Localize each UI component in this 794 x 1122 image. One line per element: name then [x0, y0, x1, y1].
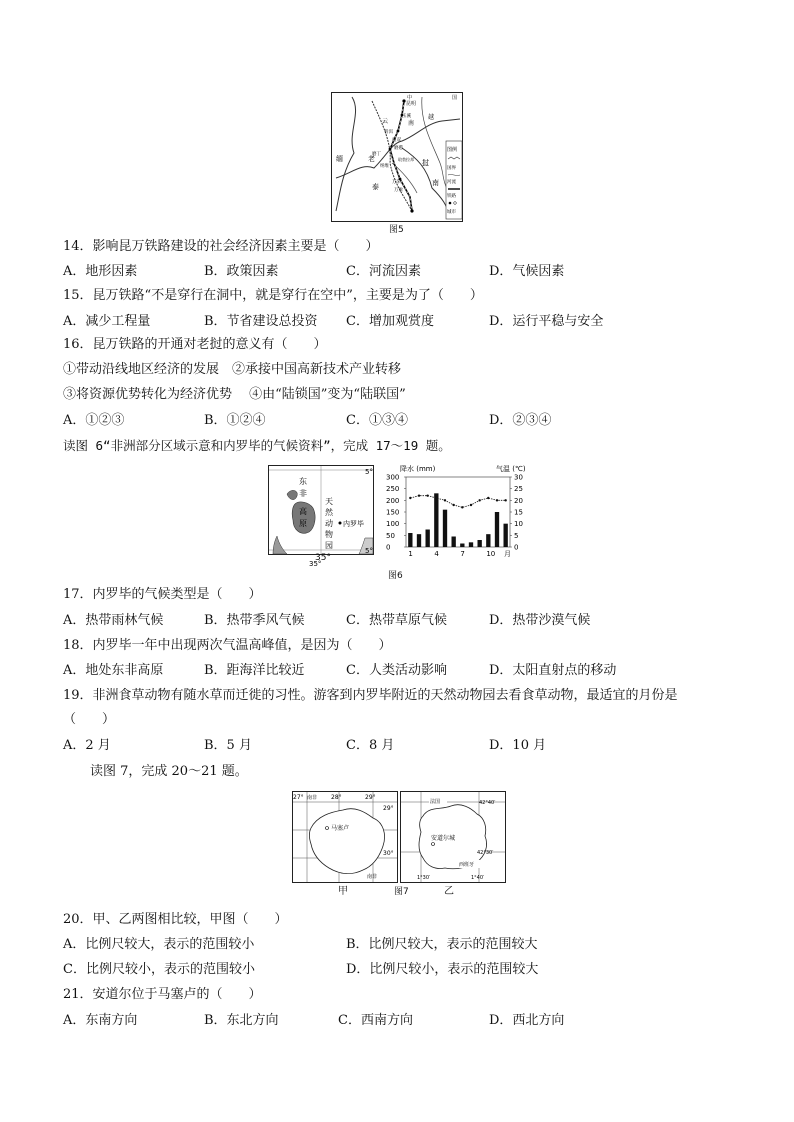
q15-option-b[interactable]: B．节省建设总投资	[204, 314, 318, 329]
climate-chart-svg	[384, 463, 532, 561]
q18-option-d[interactable]: D．太阳直射点的移动	[489, 663, 617, 678]
precip-tick-label: 150	[386, 508, 400, 517]
label-yuxi: 玉溪	[402, 114, 411, 119]
temp-point-8	[470, 504, 472, 506]
label-louang: 琅勃拉邦	[398, 157, 414, 162]
question-16-stem: 16．昆万铁路的开通对老挝的意义有（ ）	[63, 337, 327, 352]
precip-bar-5	[443, 510, 447, 547]
jia-lon-2: 28°	[331, 794, 342, 801]
temp-tick-label: 30	[514, 473, 523, 482]
q17-option-a[interactable]: A．热带雨林气候	[63, 613, 164, 628]
legend-river: 河流	[447, 180, 456, 185]
q16-option-a[interactable]: A．①②③	[63, 413, 125, 428]
label-laos-r: 挝	[422, 159, 429, 167]
legend-title: 图例	[447, 147, 458, 153]
temp-axis-label: 气温 (℃)	[496, 465, 526, 473]
temp-point-9	[478, 499, 480, 501]
figure-6-caption: 图6	[388, 571, 403, 581]
question-19-stem: 19．非洲食草动物有随水草而迁徙的习性。游客到内罗毕附近的天然动物园去看食草动物，最适宜的月份是	[63, 688, 678, 703]
label-yunnan-2: 南	[408, 120, 415, 127]
yi-top-right: 42°40′	[479, 800, 496, 806]
question-15-stem: 15．昆万铁路“不是穿行在洞中，就是穿行在空中”，主要是为了（ ）	[63, 288, 483, 303]
precip-bar-11	[495, 512, 499, 547]
precip-tick-label: 300	[386, 473, 400, 482]
q20-option-a[interactable]: A．比例尺较大，表示的范围较小	[63, 937, 255, 952]
q21-option-c[interactable]: C．西南方向	[338, 1013, 413, 1028]
label-china-2: 国	[452, 95, 458, 101]
temp-point-1	[409, 497, 411, 499]
temp-tick-label: 0	[514, 543, 519, 552]
q15-option-c[interactable]: C．增加观赏度	[346, 314, 434, 329]
map-park-1: 天	[325, 497, 333, 506]
yi-city-andorra: 安道尔城	[431, 835, 456, 842]
q16-option-c[interactable]: C．①③④	[346, 413, 408, 428]
temp-point-12	[504, 499, 506, 501]
q15-option-a[interactable]: A．减少工程量	[63, 314, 151, 329]
q14-option-b[interactable]: B．政策因素	[204, 264, 279, 279]
precip-tick-label: 200	[386, 496, 400, 505]
q14-option-c[interactable]: C．河流因素	[346, 264, 421, 279]
figure-6-intro: 读图 6“非洲部分区域示意和内罗毕的气候资料”，完成 17～19 题。	[63, 438, 451, 453]
figure-7-map-yi	[400, 791, 506, 883]
map-park-2: 然	[325, 508, 333, 517]
legend-rail: 铁路	[447, 194, 456, 199]
temp-point-4	[435, 497, 437, 499]
jia-nafei-top: 南非	[307, 795, 318, 801]
yi-france: 法国	[430, 799, 441, 805]
map-city-nairobi: 内罗毕	[343, 520, 364, 528]
jia-lon-3: 29°	[365, 794, 376, 801]
q19-option-a[interactable]: A．2 月	[63, 738, 111, 753]
figure-7-intro: 读图 7，完成 20～21 题。	[90, 764, 248, 779]
temp-tick-label: 5	[514, 531, 519, 540]
q15-option-d[interactable]: D．运行平稳与安全	[489, 314, 604, 329]
map-yi-svg	[401, 792, 505, 882]
figure-6-lon-label: 35°	[315, 553, 331, 563]
climate-plot-frame	[406, 477, 510, 547]
q17-option-d[interactable]: D．热带沙漠气候	[489, 613, 591, 628]
q16-statements-1: ①带动沿线地区经济的发展 ②承接中国高新技术产业转移	[63, 362, 402, 377]
precip-tick-label: 250	[386, 485, 400, 494]
map-plateau-1: 高	[299, 507, 307, 516]
label-myanmar: 缅	[336, 155, 343, 163]
q18-option-b[interactable]: B．距海洋比较近	[204, 663, 305, 678]
yi-lon-1: 1°30′	[417, 875, 431, 881]
figure-5-map	[331, 92, 463, 222]
label-china: 中	[407, 95, 413, 101]
q19-option-d[interactable]: D．10 月	[489, 738, 547, 753]
temp-point-11	[496, 499, 498, 501]
jia-lat-2: 30°	[383, 850, 394, 857]
q14-option-a[interactable]: A．地形因素	[63, 264, 138, 279]
question-18-stem: 18．内罗毕一年中出现两次气温高峰值，是因为（ ）	[63, 638, 392, 653]
q20-option-b[interactable]: B．比例尺较大，表示的范围较大	[346, 937, 538, 952]
jia-nafei-bottom: 南非	[367, 874, 378, 880]
q16-statements-2: ③将资源优势转化为经济优势 ④由“陆锁国”变为“陆联国”	[63, 387, 406, 402]
temp-point-7	[461, 506, 463, 508]
q18-option-c[interactable]: C．人类活动影响	[346, 663, 447, 678]
label-nan: 南	[432, 179, 439, 187]
label-kunming: 昆明	[406, 101, 417, 107]
figure-5-caption: 图5	[389, 225, 404, 235]
q19-option-c[interactable]: C．8 月	[346, 738, 395, 753]
precip-bar-10	[486, 534, 490, 547]
map-park-5: 园	[325, 541, 333, 550]
question-14-stem: 14．影响昆万铁路建设的社会经济因素主要是（ ）	[63, 239, 379, 254]
label-vietnam: 越	[428, 114, 435, 121]
temp-point-3	[426, 494, 428, 496]
figure-7-map-jia	[292, 791, 398, 883]
precip-bar-2	[417, 534, 421, 547]
label-mengding: 磨丁	[372, 152, 381, 157]
question-17-stem: 17．内罗毕的气候类型是（ ）	[63, 587, 262, 602]
precip-bar-12	[504, 524, 508, 547]
month-tick-label: 4	[434, 550, 439, 558]
temp-tick-label: 15	[514, 508, 523, 517]
figure-6-climate-chart	[384, 463, 532, 561]
q18-option-a[interactable]: A．地处东非高原	[63, 663, 164, 678]
map-lat-top: 5°	[365, 468, 373, 476]
map-jia-svg	[293, 792, 397, 882]
q14-option-d[interactable]: D．气候因素	[489, 264, 565, 279]
precip-bar-3	[426, 530, 430, 548]
q16-option-b[interactable]: B．①②④	[204, 413, 266, 428]
precip-tick-label: 0	[386, 543, 391, 552]
month-tick-label: 10	[486, 550, 496, 558]
yi-spain: 西班牙	[459, 862, 475, 868]
figure-7-jia-label: 甲	[338, 886, 348, 897]
yi-lon-2: 1°40′	[471, 875, 485, 881]
q17-option-c[interactable]: C．热带草原气候	[346, 613, 447, 628]
q20-option-d[interactable]: D．比例尺较小，表示的范围较大	[346, 962, 539, 977]
q17-option-b[interactable]: B．热带季风气候	[204, 613, 305, 628]
legend-city: 城市	[447, 210, 456, 215]
precip-bar-4	[434, 493, 438, 547]
q19-option-b[interactable]: B．5 月	[204, 738, 252, 753]
figure-7-yi-label: 乙	[444, 886, 454, 897]
jia-lon-1: 27°	[293, 794, 304, 801]
label-yunnan-1: 云	[382, 118, 389, 125]
temp-tick-label: 10	[514, 520, 523, 529]
legend-border: 国界	[447, 166, 456, 171]
month-tick-label: 7	[460, 550, 465, 558]
precip-bar-8	[469, 542, 473, 547]
label-wanxiang: 万象	[394, 188, 403, 193]
label-mohan: 磨憨	[394, 146, 403, 151]
jia-city-maseru: 马塞卢	[331, 825, 350, 832]
precip-tick-label: 100	[386, 520, 400, 529]
label-wanrong: 万荣	[392, 180, 401, 185]
temp-point-10	[487, 497, 489, 499]
precip-bar-6	[452, 537, 456, 548]
temp-point-5	[444, 499, 446, 501]
jia-lat-1: 29°	[383, 805, 394, 812]
yi-mid-right: 42°30′	[477, 850, 494, 856]
q21-option-b[interactable]: B．东北方向	[204, 1013, 279, 1028]
figure-7-caption: 图7	[394, 887, 409, 897]
temp-point-2	[418, 494, 420, 496]
label-nayan: 纳堆	[380, 164, 389, 169]
temp-tick-label: 25	[514, 485, 523, 494]
map-east-1: 东	[299, 477, 307, 486]
label-puer: 普洱	[384, 130, 393, 135]
q21-option-d[interactable]: D．西北方向	[489, 1013, 565, 1028]
map-park-4: 物	[325, 530, 333, 539]
precip-bar-7	[460, 544, 464, 548]
precip-tick-label: 50	[386, 531, 395, 540]
label-thai: 泰	[372, 183, 379, 191]
map-east-2: 非	[299, 489, 307, 498]
month-tick-label: 月	[504, 550, 511, 558]
map-lat-bottom: 5°	[365, 547, 373, 555]
q16-option-d[interactable]: D．②③④	[489, 413, 552, 428]
temperature-line	[410, 496, 505, 508]
question-19-blank: （ ）	[63, 712, 116, 727]
precip-axis-label: 降水 (mm)	[400, 465, 436, 473]
precip-bar-9	[478, 540, 482, 547]
label-laos-l: 老	[368, 155, 375, 163]
temp-tick-label: 20	[514, 496, 523, 505]
temp-point-6	[452, 504, 454, 506]
question-20-stem: 20．甲、乙两图相比较，甲图（ ）	[63, 912, 288, 927]
map-park-3: 动	[325, 519, 333, 528]
map-plateau-2: 原	[299, 519, 307, 528]
precip-bar-1	[408, 533, 412, 547]
month-tick-label: 1	[408, 550, 413, 558]
q20-option-c[interactable]: C．比例尺较小，表示的范围较小	[63, 962, 255, 977]
map-lon: 35°	[309, 560, 322, 568]
label-xishuang: 西双	[392, 138, 401, 143]
q21-option-a[interactable]: A．东南方向	[63, 1013, 138, 1028]
question-21-stem: 21．安道尔位于马塞卢的（ ）	[63, 987, 262, 1002]
figure-5-map-svg	[332, 93, 462, 221]
figure-6-map-svg	[269, 466, 373, 568]
figure-6-map	[268, 465, 374, 568]
